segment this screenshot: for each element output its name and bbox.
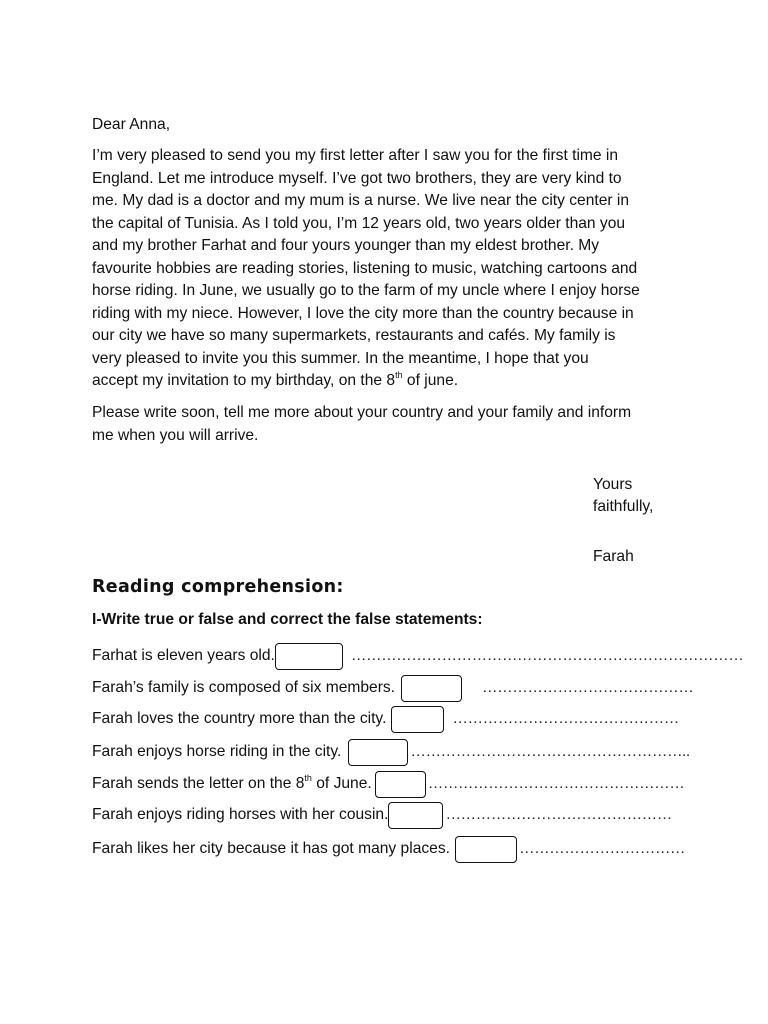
answer-box[interactable]	[455, 836, 517, 863]
correction-line[interactable]: ……………………………………………	[427, 775, 685, 792]
answer-box[interactable]	[391, 706, 444, 733]
letter-paragraph-1	[92, 145, 692, 393]
statement-text-main: Farah sends the letter on the 8	[92, 775, 305, 792]
statement-row	[92, 736, 690, 768]
letter-line: me. My dad is a doctor and my mum is a nurse. We live near the city center in	[92, 192, 630, 209]
letter-line: favourite hobbies are reading stories, listening to music, watching cartoons and	[92, 259, 638, 277]
correction-line[interactable]: ………………………………………	[445, 806, 672, 823]
letter-salutation: Dear Anna,	[92, 116, 171, 133]
letter-paragraph-2	[92, 402, 631, 447]
letter-line: and my brother Farhat and four yours younger than my eldest brother. My	[92, 237, 600, 254]
correction-line[interactable]: ………………………………………	[452, 710, 679, 727]
statement-text: Farhat is eleven years old.	[92, 647, 275, 664]
letter-signature: Farah	[593, 548, 634, 565]
answer-box[interactable]	[388, 802, 443, 829]
letter-line: England. Let me introduce myself. I’ve got two brothers, they are very kind to	[92, 169, 622, 187]
statement-text: Farah enjoys horse riding in the city.	[92, 743, 342, 760]
statement-row	[92, 833, 685, 865]
letter-line: horse riding. In June, we usually go to the farm of my uncle where I enjoy horse	[92, 282, 640, 299]
ordinal-suffix: th	[304, 772, 312, 783]
letter-line-last	[92, 370, 692, 393]
statement-row	[92, 768, 685, 800]
correction-line[interactable]: ……………………………………	[482, 679, 694, 696]
letter-line: our city we have so many supermarkets, restaurants and cafés. My family is	[92, 327, 616, 344]
letter-text: accept my invitation to my birthday, on the 8	[92, 372, 396, 389]
letter-closing-yours: Yours	[593, 476, 633, 493]
letter-line: very pleased to invite you this summer. In the meantime, I hope that you	[92, 349, 589, 367]
statement-text: Farah likes her city because it has got many places.	[92, 840, 450, 857]
ordinal-suffix: th	[395, 369, 403, 380]
statement-text	[92, 772, 372, 793]
correction-line[interactable]: ……………………………………………………………………	[350, 647, 744, 664]
letter-line: the capital of Tunisia. As I told you, I’m 12 years old, two years older than you	[92, 214, 626, 232]
statement-row	[92, 640, 744, 672]
letter-text: of june.	[402, 372, 459, 389]
statement-text: Farah loves the country more than the city.	[92, 710, 387, 727]
statement-text: Farah enjoys riding horses with her cousin.	[92, 806, 389, 823]
exercise-instruction: I-Write true or false and correct the false statements:	[92, 611, 483, 628]
statement-text-end: of June.	[311, 775, 372, 792]
letter-line: riding with my niece. However, I love the city more than the country because in	[92, 304, 634, 322]
statement-text: Farah’s family is composed of six members.	[92, 679, 396, 696]
answer-box[interactable]	[348, 739, 408, 766]
correction-line[interactable]: ……………………………	[518, 840, 685, 857]
letter-line: Please write soon, tell me more about your country and your family and inform	[92, 404, 632, 421]
statement-row	[92, 799, 672, 831]
section-heading: Reading comprehension:	[92, 577, 344, 597]
correction-line[interactable]: ………………………………………………..	[410, 743, 690, 760]
statement-row	[92, 672, 694, 704]
statement-row	[92, 703, 679, 735]
answer-box[interactable]	[375, 771, 426, 798]
letter-line: me when you will arrive.	[92, 426, 259, 444]
answer-box[interactable]	[401, 675, 462, 702]
letter-line: I’m very pleased to send you my first letter after I saw you for the first time in	[92, 147, 619, 164]
letter-closing-faithfully: faithfully,	[593, 498, 654, 515]
answer-box[interactable]	[275, 643, 343, 670]
